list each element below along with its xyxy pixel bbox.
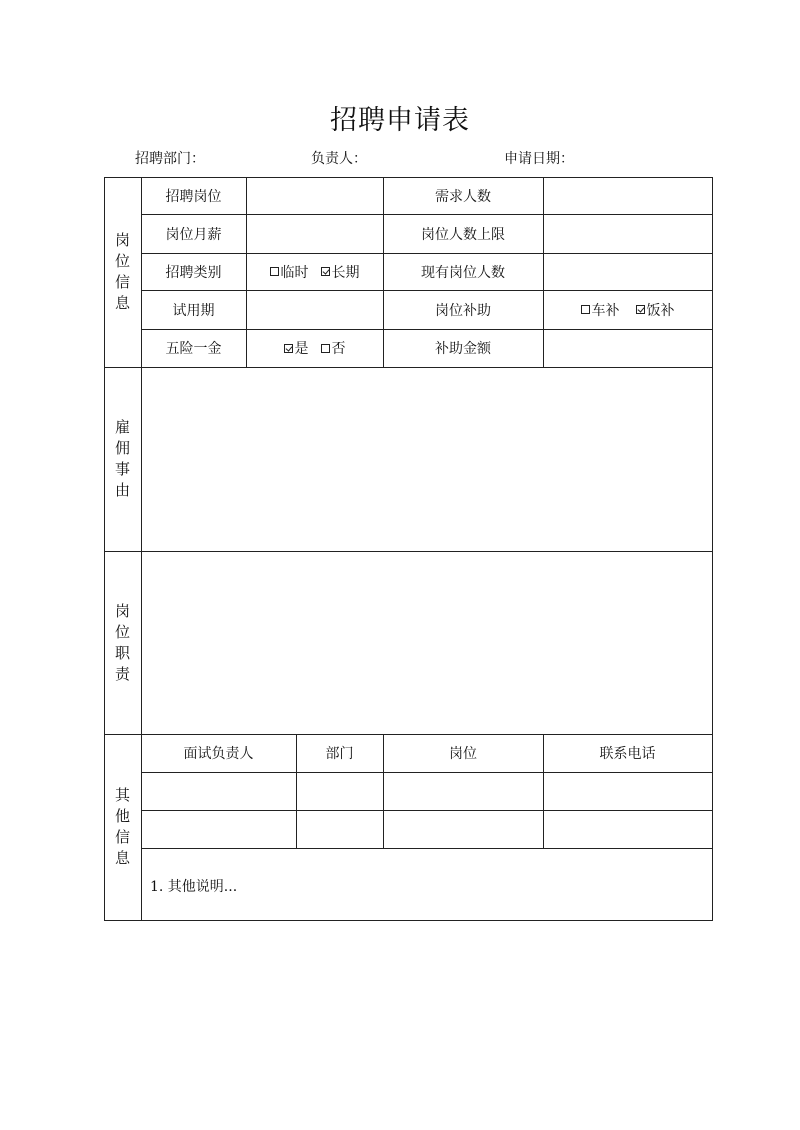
phone-cell[interactable] (544, 811, 712, 848)
salary-field[interactable] (247, 215, 383, 253)
interviewer-cell[interactable] (142, 773, 296, 810)
table-border-right (712, 177, 713, 921)
insurance-options (246, 329, 383, 367)
department-header: 部门 (325, 746, 354, 762)
section-char: 岗 (114, 231, 130, 249)
section-char: 职 (114, 643, 130, 662)
checkbox-label: 临时 (280, 264, 309, 281)
position-cell[interactable] (384, 811, 543, 848)
recruit-type-label: 招聘类别 (165, 264, 222, 281)
subsidy-amount-label: 补助金额 (435, 341, 491, 357)
checkbox-label: 长期 (331, 264, 360, 281)
section-char: 雇 (114, 418, 130, 436)
position-cell[interactable] (384, 773, 543, 810)
unchecked-box-icon (270, 267, 279, 276)
section-label-other-info (104, 734, 141, 920)
checked-box-icon (636, 305, 645, 314)
section-char: 他 (114, 807, 130, 825)
section-char: 息 (114, 849, 130, 867)
page-title: 招聘申请表 (330, 105, 470, 136)
other-notes-text[interactable]: 1. 其他说明... (150, 879, 238, 895)
meal-subsidy-checkbox[interactable] (636, 300, 675, 320)
probation-label: 试用期 (172, 302, 215, 319)
section-char: 位 (114, 622, 130, 641)
section-label-duties (104, 551, 141, 734)
checkbox-label: 否 (331, 341, 346, 357)
section-char: 息 (114, 294, 130, 312)
section-char: 位 (114, 252, 130, 270)
phone-cell[interactable] (544, 773, 712, 810)
unchecked-box-icon (321, 344, 330, 353)
demand-count-field[interactable] (544, 178, 712, 214)
unchecked-box-icon (581, 305, 590, 314)
subsidy-amount-field[interactable] (544, 330, 712, 367)
probation-field[interactable] (247, 291, 383, 329)
section-label-position-info (104, 177, 141, 367)
headcount-limit-field[interactable] (544, 215, 712, 253)
demand-count-label: 需求人数 (435, 188, 491, 205)
department-cell[interactable] (297, 811, 383, 848)
insurance-label: 五险一金 (165, 341, 222, 357)
interviewer-cell[interactable] (142, 811, 296, 848)
insurance-no-checkbox[interactable] (321, 338, 346, 358)
checked-box-icon (284, 344, 293, 353)
job-duties-field[interactable] (142, 552, 712, 734)
section-char: 信 (114, 273, 130, 291)
post-label: 招聘岗位 (165, 188, 222, 205)
section-char: 佣 (114, 439, 130, 457)
current-headcount-field[interactable] (544, 254, 712, 290)
checkbox-label: 饭补 (646, 302, 675, 319)
department-cell[interactable] (297, 773, 383, 810)
temporary-checkbox[interactable] (270, 262, 309, 282)
section-char: 岗 (114, 601, 130, 620)
long-term-checkbox[interactable] (321, 262, 360, 282)
owner-label: 负责人： (311, 151, 367, 167)
checkbox-label: 是 (294, 341, 309, 357)
subsidy-options (543, 290, 712, 329)
checkbox-label: 车补 (591, 302, 620, 319)
section-char: 由 (114, 481, 130, 499)
employment-reason-field[interactable] (142, 368, 712, 551)
row-divider (141, 848, 713, 849)
insurance-yes-checkbox[interactable] (284, 338, 309, 358)
apply-date-label: 申请日期： (504, 151, 574, 167)
recruit-type-options (246, 253, 383, 290)
post-field[interactable] (247, 178, 383, 214)
section-label-reason (104, 367, 141, 551)
section-char: 信 (114, 828, 130, 846)
section-char: 其 (114, 786, 130, 804)
section-char: 事 (114, 460, 130, 478)
current-headcount-label: 现有岗位人数 (421, 264, 505, 281)
section-char: 责 (114, 664, 130, 683)
car-subsidy-checkbox[interactable] (581, 300, 620, 320)
interviewer-header: 面试负责人 (183, 746, 254, 762)
checked-box-icon (321, 267, 330, 276)
headcount-limit-label: 岗位人数上限 (421, 226, 505, 243)
recruit-dept-label: 招聘部门： (135, 151, 205, 167)
position-header: 岗位 (449, 746, 477, 762)
salary-label: 岗位月薪 (165, 226, 222, 243)
table-border-bottom (104, 920, 713, 921)
phone-header: 联系电话 (599, 746, 656, 762)
subsidy-label: 岗位补助 (435, 302, 491, 319)
